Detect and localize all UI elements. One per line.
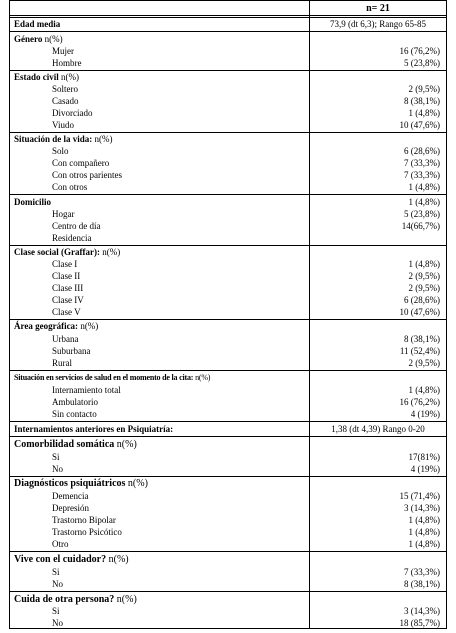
cuida-item: Si (52, 606, 60, 616)
servicios-value: 1 (4,8%) (408, 385, 440, 395)
area-value: 2 (9,5%) (408, 358, 440, 368)
comorbilidad-value: 17(81%) (408, 452, 440, 462)
estado-value: 2 (9,5%) (408, 84, 440, 94)
genero-item: Mujer (52, 46, 74, 56)
clase-value: 1 (4,8%) (408, 259, 440, 269)
area-value: 11 (52,4%) (399, 346, 440, 356)
situacion-item: Con compañero (52, 158, 110, 168)
genero-value: 16 (76,2%) (399, 46, 440, 56)
situacion-item: Con otros (52, 182, 88, 192)
estado-item: Viudo (52, 120, 74, 130)
clase-value: 6 (28,6%) (404, 295, 440, 305)
comorbilidad-label: Comorbilidad somática n(%) (14, 439, 137, 450)
genero-value: 5 (23,8%) (404, 58, 440, 68)
clase-value: 2 (9,5%) (408, 283, 440, 293)
genero-label: Género n(%) (14, 34, 63, 44)
servicios-label: Situación en servicios de salud en el momento de la cita: n(%) (14, 373, 211, 382)
row-rule (10, 551, 446, 552)
row-rule (10, 31, 446, 32)
clase-item: Clase I (52, 259, 78, 269)
diagnosticos-value: 15 (71,4%) (399, 491, 440, 501)
situacion-value: 6 (28,6%) (404, 146, 440, 156)
estado-item: Soltero (52, 84, 78, 94)
vive-item: Si (52, 567, 60, 577)
estado-label: Estado civil n(%) (14, 72, 80, 82)
edad-value: 73,9 (dt 6,3); Rango 65-85 (330, 19, 426, 29)
cuida-value: 3 (14,3%) (404, 606, 440, 616)
servicios-item: Ambulatorio (52, 397, 98, 407)
clase-item: Clase IV (52, 295, 84, 305)
sample-size-header: n= 21 (366, 3, 390, 14)
domicilio-item: Hogar (52, 209, 75, 219)
diagnosticos-value: 1 (4,8%) (408, 515, 440, 525)
situacion-value: 7 (33,3%) (404, 170, 440, 180)
vive-value: 7 (33,3%) (404, 567, 440, 577)
clase-item: Clase V (52, 307, 81, 317)
diagnosticos-item: Trastorno Bipolar (52, 515, 116, 525)
comorbilidad-item: Si (52, 452, 60, 462)
servicios-value: 16 (76,2%) (399, 397, 440, 407)
estado-item: Divorciado (52, 108, 93, 118)
diagnosticos-item: Trastorno Psicótico (52, 527, 122, 537)
internamientos-value: 1,38 (dt 4,39) Rango 0-20 (331, 424, 425, 434)
cuida-label: Cuida de otra persona? n(%) (14, 594, 137, 605)
row-rule (10, 319, 446, 320)
header-rule (10, 15, 446, 18)
row-rule (10, 476, 446, 477)
situacion-label: Situación de la vida: n(%) (14, 134, 113, 144)
clase-item: Clase II (52, 271, 81, 281)
vive-item: No (52, 579, 63, 589)
estado-value: 1 (4,8%) (408, 108, 440, 118)
area-item: Suburbana (52, 346, 91, 356)
estado-value: 8 (38,1%) (404, 96, 440, 106)
diagnosticos-item: Depresión (52, 503, 89, 513)
row-rule (10, 132, 446, 133)
servicios-item: Internamiento total (52, 385, 121, 395)
diagnosticos-item: Otro (52, 539, 69, 549)
diagnosticos-value: 1 (4,8%) (408, 539, 440, 549)
internamientos-label: Internamientos anteriores en Psiquiatría: (14, 424, 174, 434)
row-rule (10, 421, 446, 422)
vive-label: Vive con el cuidador? n(%) (14, 554, 129, 565)
diagnosticos-label: Diagnósticos psiquiátricos n(%) (14, 478, 148, 489)
comorbilidad-value: 4 (19%) (410, 464, 440, 474)
diagnosticos-item: Demencia (52, 491, 89, 501)
row-rule (10, 591, 446, 592)
row-rule (10, 194, 446, 195)
area-item: Rural (52, 358, 72, 368)
clase-value: 10 (47,6%) (399, 307, 440, 317)
row-rule (10, 370, 446, 371)
clase-value: 2 (9,5%) (408, 271, 440, 281)
top-rule (10, 0, 446, 1)
bottom-rule (10, 628, 446, 629)
clase-label: Clase social (Graffar): n(%) (14, 247, 121, 257)
estado-item: Casado (52, 96, 79, 106)
situacion-value: 1 (4,8%) (408, 182, 440, 192)
vive-value: 8 (38,1%) (404, 579, 440, 589)
row-rule (10, 436, 446, 437)
domicilio-value: 14(66,7%) (401, 221, 440, 231)
diagnosticos-value: 3 (14,3%) (404, 503, 440, 513)
domicilio-label: Domicilio (14, 197, 51, 207)
domicilio-value: 1 (4,8%) (408, 197, 440, 207)
diagnosticos-value: 1 (4,8%) (408, 527, 440, 537)
situacion-value: 7 (33,3%) (404, 158, 440, 168)
situacion-item: Con otros parientes (52, 170, 122, 180)
domicilio-value: 5 (23,8%) (404, 209, 440, 219)
area-item: Urbana (52, 334, 79, 344)
edad-label: Edad media (14, 19, 61, 29)
cuida-item: No (52, 618, 63, 628)
area-value: 8 (38,1%) (404, 334, 440, 344)
estado-value: 10 (47,6%) (399, 120, 440, 130)
servicios-item: Sin contacto (52, 409, 97, 419)
row-rule (10, 70, 446, 71)
domicilio-item: Residencia (52, 233, 92, 243)
situacion-item: Solo (52, 146, 69, 156)
comorbilidad-item: No (52, 464, 63, 474)
servicios-value: 4 (19%) (410, 409, 440, 419)
area-label: Área geográfica: n(%) (14, 321, 99, 331)
domicilio-item: Centro de día (52, 221, 101, 231)
demographics-table (9, 0, 447, 629)
row-rule (10, 245, 446, 246)
cuida-value: 18 (85,7%) (399, 618, 440, 628)
genero-item: Hombre (52, 58, 82, 68)
clase-item: Clase III (52, 283, 84, 293)
